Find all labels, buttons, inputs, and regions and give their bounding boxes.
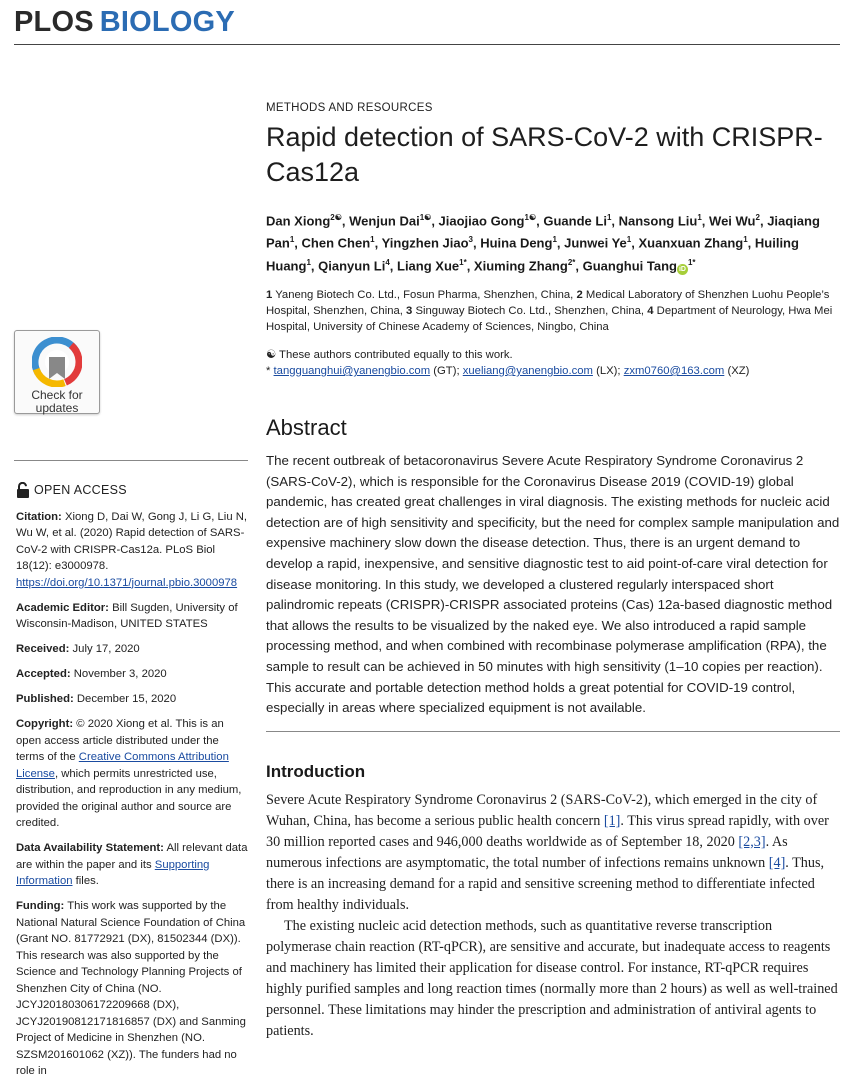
intro-p1-part-b: . This virus spread rapidly, with over 30 million reported cases and 946,000 deaths worldwide as of September 18, 2020	[266, 812, 829, 850]
author-affiliation-marker: 1*	[687, 257, 696, 267]
reference-link-2-3[interactable]: [2,3]	[738, 833, 766, 850]
header-divider	[14, 44, 840, 45]
author-name[interactable]: Chen Chen	[301, 235, 371, 251]
affiliation-number: 1	[266, 288, 273, 301]
author-list: Dan Xiong$^{2☯}$, Wenjun Dai$^{1☯}$, Jiaojiao Gong$^{1☯}$, Guande Li$^1$, Nansong Liu$^1$, Wei Wu$^2$, Jiaqiang Pan$^1$, Chen Chen$^1$, Yingzhen Jiao$^3$, Huina Deng$^1$, Junwei Ye$^1$, Xuanxuan Zhang$^1$, Huiling Huang$^1$, Qianyun Li$^4$, Liang Xue$^{1*}$, Xiuming Zhang$^{2*}$, Guanghui Tang $iD^{1*}$	[266, 213, 820, 273]
license-link[interactable]: Creative Commons Attribution License	[16, 751, 229, 780]
copyright-text-2: , which permits unrestricted use, distribution, and reproduction in any medium, provided the original author and source are credited.	[16, 767, 242, 829]
sidebar-divider	[14, 460, 248, 461]
affiliation-number: 4	[647, 304, 654, 317]
intro-p1-part-d: . Thus, there is an increasing demand for a rapid and sensitive screening method to differentiate infected from healthy individuals.	[266, 854, 825, 913]
email-tag-gt: (GT);	[433, 364, 460, 377]
abstract-divider	[266, 731, 840, 732]
reference-link-1[interactable]: [1]	[603, 812, 621, 829]
check-for-updates-badge[interactable]	[14, 330, 100, 414]
journal-logo[interactable]	[14, 6, 235, 39]
author-affiliation-marker: 1*	[459, 257, 467, 267]
introduction-paragraph-2: The existing nucleic acid detection methods, such as quantitative reverse transcription polymerase chain reaction (RT-qPCR), are sensitive and accurate, but inadequate access to reagents and machinery has limited their application for disease control. For instance, RT-qPCR requires highly purified samples and long reaction times (normally more than 2 hours) as well as well-trained personnel. These limitations may hinder the prescription and administration of antiviral agents to patients.	[266, 917, 838, 1039]
author-affiliation-marker: 2*	[567, 257, 576, 267]
author-name[interactable]: Guande Li	[543, 213, 607, 229]
introduction-paragraph-1	[266, 790, 840, 916]
crossmark-icon	[32, 337, 82, 387]
author-name[interactable]: Guanghui Tang	[582, 257, 677, 273]
author-affiliation-marker: 1	[697, 213, 702, 222]
email-link-gt[interactable]: tangguanghui@yanengbio.com	[273, 364, 431, 377]
author-name[interactable]: Dan Xiong	[266, 213, 331, 229]
academic-editor-block	[16, 600, 248, 633]
affiliation-text: Department of Neurology, Hwa Mei Hospital, University of Chinese Academy of Sciences, Ningbo, China	[266, 304, 833, 333]
abstract-heading: Abstract	[266, 414, 347, 440]
academic-editor-label: Academic Editor:	[16, 601, 109, 614]
academic-editor-text: Bill Sugden, University of Wisconsin-Madison, UNITED STATES	[16, 601, 238, 630]
accepted-label: Accepted:	[16, 668, 71, 680]
published-date: December 15, 2020	[76, 693, 177, 705]
citation-text: Xiong D, Dai W, Gong J, Li G, Liu N, Wu W, et al. (2020) Rapid detection of SARS-CoV-2 with CRISPR-Cas12a. PLoS Biol 18(12): e3000978.	[16, 510, 248, 572]
author-affiliation-marker: 1	[606, 213, 612, 222]
author-name[interactable]: Wei Wu	[709, 213, 756, 229]
author-name[interactable]: Xiuming Zhang	[473, 257, 568, 273]
intro-p1-part-a: Severe Acute Respiratory Syndrome Coronavirus 2 (SARS-CoV-2), which emerged in the city of Wuhan, China, has become a serious public health concern	[266, 791, 818, 829]
affiliation-number: 3	[406, 304, 413, 317]
affiliation-text: Medical Laboratory of Shenzhen Luohu People’s Hospital, Shenzhen, China,	[266, 288, 830, 317]
citation-doi-link[interactable]: https://doi.org/10.1371/journal.pbio.3000978	[16, 576, 238, 589]
received-date: July 17, 2020	[72, 643, 140, 655]
author-name[interactable]: Junwei Ye	[564, 235, 627, 251]
published-label: Published:	[16, 693, 74, 705]
article-main	[266, 102, 840, 1042]
citation-label: Citation:	[16, 510, 62, 523]
author-affiliation-marker: 1	[743, 235, 748, 245]
author-name[interactable]: Nansong Liu	[618, 213, 698, 229]
author-affiliation-marker: 1☯	[524, 213, 537, 222]
intro-p1-part-c: . As numerous infections are asymptomatic, the total number of infections remains unknown	[266, 833, 788, 871]
open-access-text: OPEN ACCESS	[34, 483, 127, 497]
funding-block	[16, 898, 248, 1080]
author-name[interactable]: Yingzhen Jiao	[381, 235, 469, 251]
funding-text: This work was supported by the National Natural Science Foundation of China (Grant NO. 81772921 (DX), 81502344 (DX)). This research was also supported by the Science and Technology Planning Projects of Shenzhen City of China (NO. JCYJ20180306172209668 (DX), JCYJ20190812171816857 (DX) and Sanming Project of Medicine in Shenzhen (NO. SZSM201601062 (XZ)). The funders had no role in	[16, 900, 246, 1077]
data-availability-text-1: All relevant data are within the paper and its	[16, 842, 248, 871]
email-tag-xz: (XZ)	[727, 364, 750, 377]
author-affiliation-marker: 1	[626, 235, 632, 245]
author-notes	[266, 347, 840, 379]
author-affiliation-marker: 1	[289, 235, 295, 245]
check-for-text: Check for	[31, 388, 83, 402]
journal-name-biology: BIOLOGY	[99, 6, 235, 38]
email-link-lx[interactable]: xueliang@yanengbio.com	[462, 364, 593, 377]
journal-header	[14, 6, 235, 40]
affiliation-number: 2	[576, 288, 583, 301]
received-block	[16, 641, 248, 658]
updates-text: updates	[35, 401, 79, 415]
author-name[interactable]: Xuanxuan Zhang	[638, 235, 744, 251]
affiliations	[266, 287, 840, 335]
data-availability-block	[16, 840, 248, 890]
supporting-information-link[interactable]: Supporting Information	[16, 858, 210, 887]
introduction-heading: Introduction	[266, 761, 366, 781]
affiliation-text: Singuway Biotech Co. Ltd., Shenzhen, China,	[415, 304, 645, 317]
author-name[interactable]: Jiaojiao Gong	[438, 213, 525, 229]
author-affiliation-marker: 1☯	[419, 213, 432, 222]
author-name[interactable]: Huiling Huang	[266, 235, 799, 273]
author-name[interactable]: Huina Deng	[480, 235, 553, 251]
reference-link-4[interactable]: [4]	[768, 854, 786, 871]
author-affiliation-marker: 1	[370, 235, 375, 245]
corresponding-star: *	[266, 364, 271, 377]
data-availability-text-2: files.	[75, 875, 99, 887]
abstract-text: The recent outbreak of betacoronavirus Severe Acute Respiratory Syndrome Coronavirus 2 (SARS-CoV-2), which is responsible for the Coronavirus Disease 2019 (COVID-19) global pandemic, has created great challenges in viral diagnosis. The existing methods for nucleic acid detection are of high sensitivity and specificity, but the need for complex sample manipulation and expensive machinery slow down the disease detection. Thus, there is an urgent demand to develop a rapid, inexpensive, and sensitive diagnostic test to aid point-of-care viral detection for disease monitoring. In this study, we developed a clustered regularly interspaced short palindromic repeats (CRISPR)-CRISPR associated proteins (Cas) 12a-based diagnostic method that allows the results to be visualized by the naked eye. We also introduced a rapid sample processing method, and when combined with recombinase polymerase amplification (RPA), the sample to result can be achieved in 50 minutes with high sensitivity (1–10 copies per reaction). This accurate and portable detection method holds a great potential for COVID-19 control, especially in areas where specialized equipment is not available.	[266, 452, 840, 716]
orcid-icon[interactable]: iD	[678, 265, 686, 273]
open-lock-icon	[16, 482, 30, 498]
author-affiliation-marker: 3	[468, 235, 473, 245]
author-affiliation-marker: 2	[755, 213, 760, 222]
author-affiliation-marker: 4	[385, 257, 390, 267]
author-affiliation-marker: 1	[306, 257, 311, 267]
journal-name-plos: PLOS	[14, 6, 94, 38]
accepted-block	[16, 666, 248, 683]
data-availability-label: Data Availability Statement:	[16, 842, 164, 854]
article-title: Rapid detection of SARS-CoV-2 with CRISPR-Cas12a	[266, 122, 823, 187]
email-tag-lx: (LX);	[596, 364, 621, 377]
copyright-block	[16, 716, 248, 832]
received-label: Received:	[16, 643, 70, 655]
author-name[interactable]: Wenjun Dai	[349, 213, 420, 229]
accepted-date: November 3, 2020	[73, 668, 167, 680]
copyright-text-1: © 2020 Xiong et al. This is an open access article distributed under the terms of the	[16, 718, 224, 763]
email-link-xz[interactable]: zxm0760@163.com	[623, 364, 725, 377]
published-block	[16, 691, 248, 708]
author-affiliation-marker: 1	[552, 235, 557, 245]
funding-label: Funding:	[16, 900, 65, 912]
open-access-label	[16, 482, 248, 499]
author-name[interactable]: Jiaqiang Pan	[266, 213, 820, 251]
copyright-label: Copyright:	[16, 718, 74, 730]
citation-block	[16, 509, 248, 592]
affiliation-text: Yaneng Biotech Co. Ltd., Fosun Pharma, Shenzhen, China,	[275, 288, 574, 301]
article-type: METHODS AND RESOURCES	[266, 102, 433, 114]
author-name[interactable]: Qianyun Li	[318, 257, 386, 273]
article-info-sidebar	[16, 482, 248, 1088]
author-name[interactable]: Liang Xue	[397, 257, 460, 273]
author-affiliation-marker: 2☯	[330, 213, 342, 222]
equal-contribution-note: ☯ These authors contributed equally to this work.	[266, 348, 513, 361]
